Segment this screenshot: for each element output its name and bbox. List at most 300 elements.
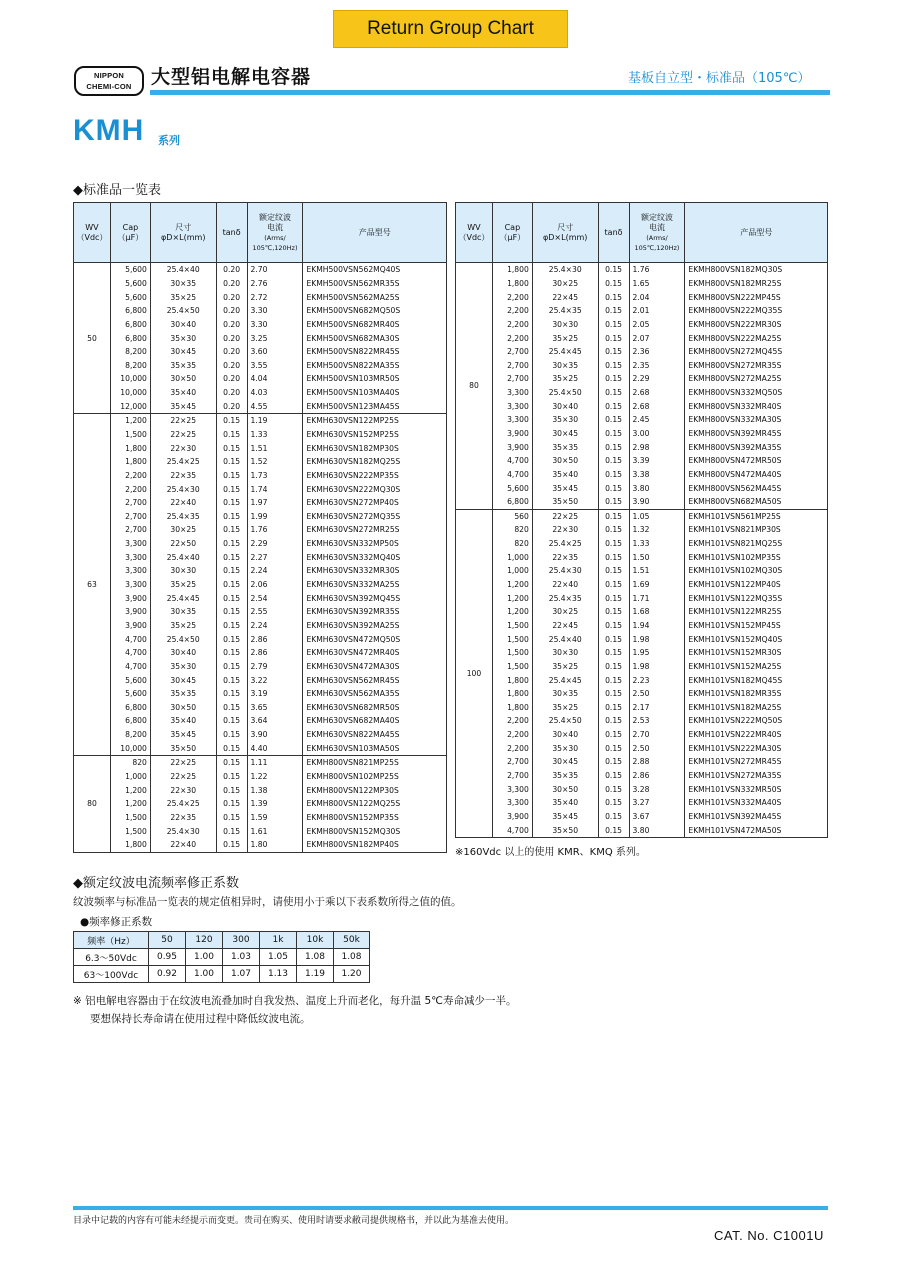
size-cell: 35×45 [532, 810, 598, 824]
tan-cell: 0.15 [598, 372, 629, 386]
tan-cell: 0.20 [216, 372, 247, 386]
tan-cell: 0.15 [216, 564, 247, 578]
size-cell: 25.4×30 [150, 482, 216, 496]
size-cell: 25.4×40 [532, 632, 598, 646]
ripple-cell: 2.04 [629, 290, 685, 304]
section-ripple-frequency-title: ◆额定纹波电流频率修正系数 [73, 876, 239, 891]
table-row [456, 591, 828, 605]
table-row [74, 482, 447, 496]
table-row [74, 277, 447, 291]
ripple-cell: 2.29 [629, 372, 685, 386]
size-cell: 22×45 [532, 290, 598, 304]
size-cell: 30×40 [532, 728, 598, 742]
table-row [456, 509, 828, 523]
tan-cell: 0.15 [598, 277, 629, 291]
tan-cell: 0.20 [216, 290, 247, 304]
part-number-cell: EKMH800VSN122MP30S [303, 783, 447, 797]
size-cell: 35×40 [532, 796, 598, 810]
part-number-cell: EKMH630VSN332MR30S [303, 564, 447, 578]
tan-cell: 0.15 [598, 427, 629, 441]
table-row [456, 823, 828, 837]
ripple-description: 纹波频率与标准品一览表的规定值相异时，请使用小于乘以下表系数所得之值的值。 [73, 896, 462, 908]
voltage-range-cell: 63～100Vdc [74, 966, 149, 983]
size-cell: 30×40 [150, 318, 216, 332]
size-cell: 25.4×50 [150, 304, 216, 318]
part-number-cell: EKMH101VSN392MA45S [685, 810, 828, 824]
coefficient-cell: 0.92 [149, 966, 186, 983]
size-cell: 35×50 [532, 495, 598, 509]
size-cell: 30×45 [532, 755, 598, 769]
cap-cell: 1,200 [110, 414, 150, 428]
ripple-cell: 3.38 [629, 468, 685, 482]
size-cell: 30×45 [150, 673, 216, 687]
size-cell: 35×25 [150, 578, 216, 592]
tan-cell: 0.20 [216, 331, 247, 345]
tan-cell: 0.15 [598, 701, 629, 715]
cap-cell: 4,700 [492, 454, 532, 468]
part-number-cell: EKMH500VSN682MQ50S [303, 304, 447, 318]
tan-cell: 0.15 [598, 810, 629, 824]
part-number-cell: EKMH800VSN182MR25S [685, 277, 828, 291]
size-cell: 25.4×50 [150, 632, 216, 646]
part-number-cell: EKMH630VSN822MA45S [303, 728, 447, 742]
col-size: 尺寸 φD×L(mm) [532, 203, 598, 263]
tan-cell: 0.20 [216, 277, 247, 291]
series-name: KMH [73, 114, 145, 147]
part-number-cell: EKMH101VSN152MQ40S [685, 632, 828, 646]
table-row [74, 605, 447, 619]
tan-cell: 0.15 [598, 782, 629, 796]
table-row [456, 660, 828, 674]
tan-cell: 0.15 [216, 523, 247, 537]
cap-cell: 4,700 [110, 632, 150, 646]
size-cell: 22×40 [150, 838, 216, 852]
table-row [74, 824, 447, 838]
return-group-chart-button[interactable]: Return Group Chart [333, 10, 568, 48]
cap-cell: 1,200 [110, 797, 150, 811]
part-number-cell: EKMH800VSN272MR35S [685, 358, 828, 372]
cap-cell: 3,900 [492, 810, 532, 824]
table-row [456, 345, 828, 359]
part-number-cell: EKMH630VSN332MP50S [303, 537, 447, 551]
table-row [456, 263, 828, 277]
frequency-correction-table [73, 931, 370, 983]
tan-cell: 0.15 [216, 797, 247, 811]
table-row [74, 290, 447, 304]
size-cell: 35×25 [150, 290, 216, 304]
coefficient-cell: 1.20 [334, 966, 370, 983]
cap-cell: 2,700 [492, 358, 532, 372]
part-number-cell: EKMH630VSN392MQ45S [303, 591, 447, 605]
part-number-cell: EKMH800VSN332MR40S [685, 399, 828, 413]
part-number-cell: EKMH630VSN272MQ35S [303, 510, 447, 524]
size-cell: 22×35 [150, 811, 216, 825]
table-row [456, 277, 828, 291]
size-cell: 35×30 [532, 413, 598, 427]
table-row [74, 358, 447, 372]
freq-header-cell: 120 [186, 932, 223, 949]
size-cell: 25.4×30 [150, 824, 216, 838]
ripple-cell: 1.74 [247, 482, 303, 496]
size-cell: 35×25 [532, 660, 598, 674]
size-cell: 35×45 [532, 481, 598, 495]
tan-cell: 0.15 [598, 741, 629, 755]
ripple-cell: 3.67 [629, 810, 685, 824]
table-row [456, 304, 828, 318]
table-row [74, 811, 447, 825]
table-row [74, 550, 447, 564]
size-cell: 30×30 [150, 564, 216, 578]
tan-cell: 0.15 [216, 632, 247, 646]
table-row [74, 701, 447, 715]
tan-cell: 0.15 [598, 605, 629, 619]
freq-header-cell: 300 [223, 932, 260, 949]
size-cell: 30×25 [150, 523, 216, 537]
coefficient-cell: 1.05 [260, 949, 297, 966]
table-row [74, 318, 447, 332]
logo-line1: NIPPON [94, 71, 124, 80]
tan-cell: 0.15 [216, 741, 247, 755]
ripple-cell: 2.86 [629, 769, 685, 783]
tan-cell: 0.15 [216, 783, 247, 797]
cap-cell: 1,800 [492, 263, 532, 277]
standard-list-table-right [455, 202, 828, 838]
ripple-cell: 3.60 [247, 345, 303, 359]
table-row [74, 441, 447, 455]
tan-cell: 0.15 [216, 619, 247, 633]
tan-cell: 0.15 [598, 509, 629, 523]
cap-cell: 1,000 [110, 770, 150, 784]
cap-cell: 1,800 [492, 701, 532, 715]
part-number-cell: EKMH800VSN472MR50S [685, 454, 828, 468]
part-number-cell: EKMH630VSN682MA40S [303, 714, 447, 728]
header-rule [150, 90, 830, 95]
part-number-cell: EKMH101VSN182MR35S [685, 687, 828, 701]
cap-cell: 820 [492, 523, 532, 537]
table-row [74, 632, 447, 646]
table-row [74, 578, 447, 592]
ripple-cell: 1.22 [247, 770, 303, 784]
tan-cell: 0.15 [598, 523, 629, 537]
cap-cell: 8,200 [110, 345, 150, 359]
footer-disclaimer: 目录中记载的内容有可能未经提示而变更。贵司在购买、使用时请要求敝司提供规格书，并以此为基准去使用。 [73, 1216, 515, 1226]
part-number-cell: EKMH500VSN103MR50S [303, 372, 447, 386]
part-number-cell: EKMH101VSN182MQ45S [685, 673, 828, 687]
size-cell: 30×50 [532, 782, 598, 796]
ripple-cell: 1.98 [629, 632, 685, 646]
cap-cell: 8,200 [110, 728, 150, 742]
tan-cell: 0.15 [216, 550, 247, 564]
tan-cell: 0.15 [216, 510, 247, 524]
cap-cell: 1,500 [110, 811, 150, 825]
ripple-cell: 2.07 [629, 331, 685, 345]
catalog-number: CAT. No. C1001U [714, 1228, 824, 1243]
tan-cell: 0.20 [216, 399, 247, 413]
cap-cell: 3,300 [492, 386, 532, 400]
tan-cell: 0.15 [598, 673, 629, 687]
size-cell: 25.4×30 [532, 564, 598, 578]
tan-cell: 0.20 [216, 318, 247, 332]
header-subtitle: 基板自立型・标准品（105℃） [628, 71, 811, 86]
ripple-cell: 3.65 [247, 701, 303, 715]
frequency-table-title: ●频率修正系数 [80, 916, 153, 928]
size-cell: 35×35 [532, 769, 598, 783]
size-cell: 25.4×25 [150, 455, 216, 469]
cap-cell: 8,200 [110, 358, 150, 372]
size-cell: 22×25 [150, 428, 216, 442]
table-row [456, 386, 828, 400]
tan-cell: 0.15 [598, 564, 629, 578]
ripple-cell: 2.79 [247, 660, 303, 674]
size-cell: 22×25 [150, 770, 216, 784]
cap-cell: 5,600 [110, 673, 150, 687]
tan-cell: 0.15 [598, 399, 629, 413]
col-tan: tanδ [216, 203, 247, 263]
table-row [74, 687, 447, 701]
ripple-cell: 3.80 [629, 823, 685, 837]
cap-cell: 3,900 [110, 605, 150, 619]
table-row [74, 510, 447, 524]
table-row [74, 838, 447, 852]
ripple-cell: 3.80 [629, 481, 685, 495]
size-cell: 30×30 [532, 646, 598, 660]
table-row [74, 496, 447, 510]
size-cell: 22×40 [150, 496, 216, 510]
size-cell: 35×35 [150, 358, 216, 372]
cap-cell: 4,700 [110, 646, 150, 660]
ripple-cell: 3.64 [247, 714, 303, 728]
size-cell: 35×25 [532, 372, 598, 386]
tan-cell: 0.20 [216, 386, 247, 400]
part-number-cell: EKMH800VSN392MR45S [685, 427, 828, 441]
ripple-cell: 2.86 [247, 646, 303, 660]
cap-cell: 2,700 [492, 345, 532, 359]
tan-cell: 0.15 [598, 578, 629, 592]
ripple-cell: 2.06 [247, 578, 303, 592]
part-number-cell: EKMH101VSN821MP30S [685, 523, 828, 537]
part-number-cell: EKMH101VSN332MA40S [685, 796, 828, 810]
tan-cell: 0.15 [598, 769, 629, 783]
ripple-cell: 2.50 [629, 687, 685, 701]
tan-cell: 0.15 [598, 345, 629, 359]
part-number-cell: EKMH630VSN103MA50S [303, 741, 447, 755]
part-number-cell: EKMH101VSN182MA25S [685, 701, 828, 715]
part-number-cell: EKMH500VSN822MA35S [303, 358, 447, 372]
size-cell: 22×30 [532, 523, 598, 537]
tan-cell: 0.15 [598, 660, 629, 674]
header-title: 大型铝电解电容器 [151, 66, 312, 88]
ripple-cell: 2.01 [629, 304, 685, 318]
cap-cell: 1,000 [492, 550, 532, 564]
size-cell: 22×35 [150, 469, 216, 483]
coefficient-cell: 1.08 [297, 949, 334, 966]
ripple-cell: 2.05 [629, 318, 685, 332]
cap-cell: 5,600 [110, 263, 150, 277]
size-cell: 25.4×40 [150, 263, 216, 277]
part-number-cell: EKMH101VSN102MP35S [685, 550, 828, 564]
coefficient-cell: 1.03 [223, 949, 260, 966]
table-row [456, 687, 828, 701]
cap-cell: 1,800 [492, 687, 532, 701]
size-cell: 25.4×45 [532, 345, 598, 359]
table-row [456, 331, 828, 345]
freq-header-cell: 50 [149, 932, 186, 949]
tan-cell: 0.15 [216, 770, 247, 784]
table-row [456, 290, 828, 304]
part-number-cell: EKMH101VSN561MP25S [685, 509, 828, 523]
tan-cell: 0.15 [216, 673, 247, 687]
table-row [74, 345, 447, 359]
tan-cell: 0.15 [598, 728, 629, 742]
size-cell: 30×40 [532, 399, 598, 413]
part-number-cell: EKMH500VSN562MR35S [303, 277, 447, 291]
ripple-cell: 2.29 [247, 537, 303, 551]
tan-cell: 0.15 [216, 646, 247, 660]
size-cell: 35×35 [532, 440, 598, 454]
part-number-cell: EKMH800VSN182MP40S [303, 838, 447, 852]
col-tan: tanδ [598, 203, 629, 263]
tan-cell: 0.15 [598, 263, 629, 277]
ripple-cell: 2.53 [629, 714, 685, 728]
table-row [456, 619, 828, 633]
part-number-cell: EKMH630VSN182MP30S [303, 441, 447, 455]
tan-cell: 0.15 [598, 714, 629, 728]
ripple-cell: 3.39 [629, 454, 685, 468]
freq-row [74, 949, 370, 966]
ripple-cell: 1.61 [247, 824, 303, 838]
part-number-cell: EKMH630VSN122MP25S [303, 414, 447, 428]
size-cell: 30×35 [150, 605, 216, 619]
cap-cell: 3,900 [492, 440, 532, 454]
ripple-cell: 2.24 [247, 619, 303, 633]
size-cell: 25.4×40 [150, 550, 216, 564]
size-cell: 30×45 [532, 427, 598, 441]
size-cell: 25.4×35 [532, 304, 598, 318]
coefficient-cell: 1.13 [260, 966, 297, 983]
cap-cell: 560 [492, 509, 532, 523]
size-cell: 30×35 [150, 277, 216, 291]
size-cell: 25.4×45 [532, 673, 598, 687]
table-row [74, 455, 447, 469]
col-size: 尺寸 φD×L(mm) [150, 203, 216, 263]
part-number-cell: EKMH101VSN222MA30S [685, 741, 828, 755]
ripple-cell: 1.33 [629, 537, 685, 551]
part-number-cell: EKMH630VSN472MQ50S [303, 632, 447, 646]
coefficient-cell: 0.95 [149, 949, 186, 966]
tan-cell: 0.15 [598, 632, 629, 646]
table-body-right [456, 263, 828, 838]
table-row [74, 646, 447, 660]
cap-cell: 5,600 [110, 290, 150, 304]
cap-cell: 4,700 [492, 823, 532, 837]
cap-cell: 1,500 [492, 646, 532, 660]
freq-header-cell: 频率（Hz） [74, 932, 149, 949]
cap-cell: 1,500 [110, 428, 150, 442]
table-row [456, 632, 828, 646]
part-number-cell: EKMH630VSN472MR40S [303, 646, 447, 660]
ripple-cell: 3.28 [629, 782, 685, 796]
part-number-cell: EKMH800VSN222MQ35S [685, 304, 828, 318]
tan-cell: 0.15 [598, 687, 629, 701]
part-number-cell: EKMH800VSN332MQ50S [685, 386, 828, 400]
cap-cell: 6,800 [110, 304, 150, 318]
table-row [74, 591, 447, 605]
size-cell: 22×50 [150, 537, 216, 551]
ripple-cell: 1.19 [247, 414, 303, 428]
tan-cell: 0.20 [216, 263, 247, 277]
ripple-cell: 1.94 [629, 619, 685, 633]
table-row [456, 358, 828, 372]
size-cell: 35×25 [532, 331, 598, 345]
tan-cell: 0.15 [598, 646, 629, 660]
coefficient-cell: 1.00 [186, 949, 223, 966]
part-number-cell: EKMH101VSN472MA50S [685, 823, 828, 837]
part-number-cell: EKMH101VSN222MR40S [685, 728, 828, 742]
cap-cell: 2,200 [492, 331, 532, 345]
ripple-cell: 3.30 [247, 304, 303, 318]
ripple-cell: 1.32 [629, 523, 685, 537]
cap-cell: 12,000 [110, 399, 150, 413]
part-number-cell: EKMH630VSN562MR45S [303, 673, 447, 687]
cap-cell: 1,000 [492, 564, 532, 578]
table-row [456, 481, 828, 495]
part-number-cell: EKMH800VSN821MP25S [303, 756, 447, 770]
cap-cell: 6,800 [492, 495, 532, 509]
ripple-cell: 3.22 [247, 673, 303, 687]
part-number-cell: EKMH630VSN332MQ40S [303, 550, 447, 564]
ripple-cell: 2.76 [247, 277, 303, 291]
part-number-cell: EKMH630VSN332MA25S [303, 578, 447, 592]
part-number-cell: EKMH800VSN182MQ30S [685, 263, 828, 277]
col-wv: WV （Vdc） [456, 203, 493, 263]
cap-cell: 6,800 [110, 714, 150, 728]
table-row [456, 468, 828, 482]
cap-cell: 1,800 [110, 838, 150, 852]
table-row [456, 646, 828, 660]
tan-cell: 0.15 [216, 728, 247, 742]
ripple-cell: 2.68 [629, 386, 685, 400]
size-cell: 30×50 [150, 372, 216, 386]
ripple-cell: 1.39 [247, 797, 303, 811]
table-row [74, 537, 447, 551]
ripple-cell: 3.25 [247, 331, 303, 345]
cap-cell: 1,200 [492, 578, 532, 592]
cap-cell: 4,700 [492, 468, 532, 482]
ripple-cell: 1.38 [247, 783, 303, 797]
cap-cell: 5,600 [492, 481, 532, 495]
ripple-cell: 1.51 [247, 441, 303, 455]
table-row [456, 741, 828, 755]
part-number-cell: EKMH101VSN122MR25S [685, 605, 828, 619]
table-row [74, 728, 447, 742]
cap-cell: 6,800 [110, 318, 150, 332]
table-header-row [456, 203, 828, 263]
ripple-cell: 3.55 [247, 358, 303, 372]
ripple-cell: 1.80 [247, 838, 303, 852]
tan-cell: 0.15 [216, 701, 247, 715]
cap-cell: 1,800 [110, 441, 150, 455]
tan-cell: 0.20 [216, 358, 247, 372]
cap-cell: 2,700 [110, 496, 150, 510]
tan-cell: 0.15 [598, 537, 629, 551]
tan-cell: 0.15 [598, 358, 629, 372]
size-cell: 25.4×50 [532, 714, 598, 728]
size-cell: 22×35 [532, 550, 598, 564]
size-cell: 25.4×25 [532, 537, 598, 551]
freq-header-cell: 10k [297, 932, 334, 949]
table-body-left [74, 263, 447, 853]
part-number-cell: EKMH101VSN152MA25S [685, 660, 828, 674]
